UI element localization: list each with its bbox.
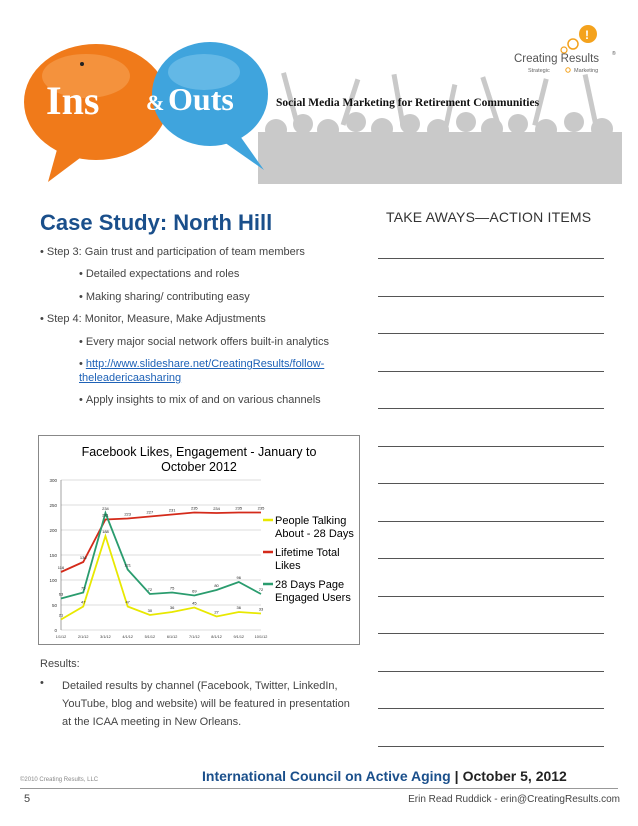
x-tick-label: 9/1/12 [233,635,245,639]
data-label: 69 [192,588,197,594]
step-4-sub-2 [79,357,324,372]
takeaways-title: TAKE AWAYS—ACTION ITEMS [386,209,592,225]
data-label: 21 [58,612,64,618]
takeaway-line [378,371,604,372]
legend-label: About - 28 Days [275,528,354,540]
legend-label: Engaged Users [275,592,351,604]
y-tick-label: 150 [49,553,57,558]
bullet-icon: • [40,677,44,689]
svg-text:Marketing: Marketing [574,68,599,74]
footer-org: International Council on Active Aging [202,768,451,784]
bullet-icon: • [40,313,44,325]
step-3-sub-1: • Detailed expectations and roles [79,268,240,280]
legend-label: Lifetime Total [275,547,340,559]
svg-text:®: ® [612,51,616,57]
takeaway-line [378,296,604,297]
y-tick-label: 200 [49,528,57,533]
data-label: 75 [80,585,86,591]
data-label: 235 [190,505,198,511]
data-label: 223 [124,511,132,517]
bullet-icon: • [79,394,83,406]
x-tick-label: 1/1/12 [55,635,67,639]
x-tick-label: 10/1/12 [254,635,268,639]
y-tick-label: 50 [51,603,57,608]
data-label: 36 [169,605,175,610]
takeaway-line [378,671,604,672]
svg-text:!: ! [585,28,589,42]
takeaway-line [378,633,604,634]
x-tick-label: 6/1/12 [166,635,178,639]
bullet-icon: • [79,358,83,370]
data-label: 231 [168,507,176,513]
takeaway-line [378,558,604,559]
data-label: 33 [258,606,264,612]
crowd-silhouette [258,72,622,184]
legend-label: 28 Days Page [275,579,345,591]
data-label: 227 [146,509,154,515]
footer-date: October 5, 2012 [462,768,567,784]
case-study-title: Case Study: North Hill [40,210,273,235]
data-label: 234 [102,506,109,511]
data-label: 96 [236,575,242,580]
y-tick-label: 100 [49,578,57,583]
results-text: Detailed results by channel (Facebook, Twitter, LinkedIn, YouTube, blog and website) will be featured in presentation at the ICAA meeting in New Orleans. [62,680,350,728]
svg-text:Creating Results: Creating Results [514,53,600,65]
bullet-icon: • [79,268,83,280]
banner-subtitle: Social Media Marketing for Retirement Communities [276,97,540,109]
chart-svg [39,436,359,644]
data-label: 45 [192,600,197,606]
data-label: 221 [102,512,109,518]
footer-separator: | [454,768,459,784]
creating-results-logo [514,25,616,74]
results-heading: Results: [40,658,80,670]
x-tick-label: 3/1/12 [100,635,111,639]
data-label: 75 [169,585,175,591]
takeaway-line [378,708,604,709]
slideshare-link-cont [79,371,181,386]
page-number: 5 [24,793,31,805]
x-tick-label: 8/1/12 [211,635,222,639]
data-label: 136 [79,555,87,560]
y-tick-label: 0 [54,628,57,633]
data-label: 47 [125,599,130,605]
step-3-sub-2: • Making sharing/ contributing easy [79,291,250,303]
data-label: 63 [58,591,64,597]
svg-text:Strategic: Strategic [528,68,550,74]
data-label: 235 [235,505,243,511]
slideshare-link-2[interactable]: theleadericaasharing [79,372,182,384]
x-tick-label: 5/1/12 [144,635,156,639]
takeaway-line [378,746,604,747]
data-label: 72 [258,587,264,592]
bullet-icon: • [79,291,83,303]
x-tick-label: 4/1/12 [122,635,133,639]
data-label: 188 [102,529,109,534]
takeaway-line [378,408,604,409]
data-label: 72 [147,587,153,592]
bullet-icon: • [40,246,44,258]
data-label: 121 [124,562,132,568]
takeaway-line [378,446,604,447]
chart-title-line-1: Facebook Likes, Engagement - January to [81,445,317,459]
y-tick-label: 300 [49,478,57,483]
y-tick-label: 250 [49,503,57,508]
takeaway-line [378,483,604,484]
outs-word: Outs [168,81,234,117]
step-4-item: • Step 4: Monitor, Measure, Make Adjustments [40,313,266,325]
data-label: 47 [80,599,86,605]
data-label: 27 [214,609,219,615]
data-label: 30 [147,608,153,613]
legend-label: Likes [275,560,301,572]
ins-word: Ins [46,78,100,123]
takeaway-line [378,258,604,259]
series-line [58,513,261,599]
footer-copyright: ©2010 Creating Results, LLC [20,777,99,783]
step-4-sub-3: • Apply insights to mix of and on various channels [79,394,321,406]
data-label: 235 [257,505,265,511]
step-3-item: • Step 3: Gain trust and participation of team members [40,246,305,258]
legend-label: People Talking [275,515,347,527]
data-label: 80 [214,583,219,588]
takeaway-line [378,521,604,522]
step-4-sub-1: • Every major social network offers built-in analytics [79,336,329,348]
footer-event [202,768,567,784]
x-tick-label: 7/1/12 [189,635,200,639]
header-banner [18,14,622,184]
bullet-dot-icon [80,62,84,66]
data-label: 234 [213,506,220,511]
x-tick-label: 2/1/12 [77,635,89,639]
takeaway-line [378,333,604,334]
footer-author: Erin Read Ruddick - erin@CreatingResults.com [408,794,620,805]
data-label: 116 [57,565,65,570]
facebook-chart [38,435,360,645]
takeaway-line [378,596,604,597]
data-label: 36 [236,605,242,610]
chart-title-line-2: October 2012 [161,460,237,474]
ampersand: & [146,90,165,115]
slideshare-link[interactable]: http://www.slideshare.net/CreatingResults/follow- [85,358,325,370]
footer-rule [20,788,618,789]
bullet-icon: • [79,336,83,348]
